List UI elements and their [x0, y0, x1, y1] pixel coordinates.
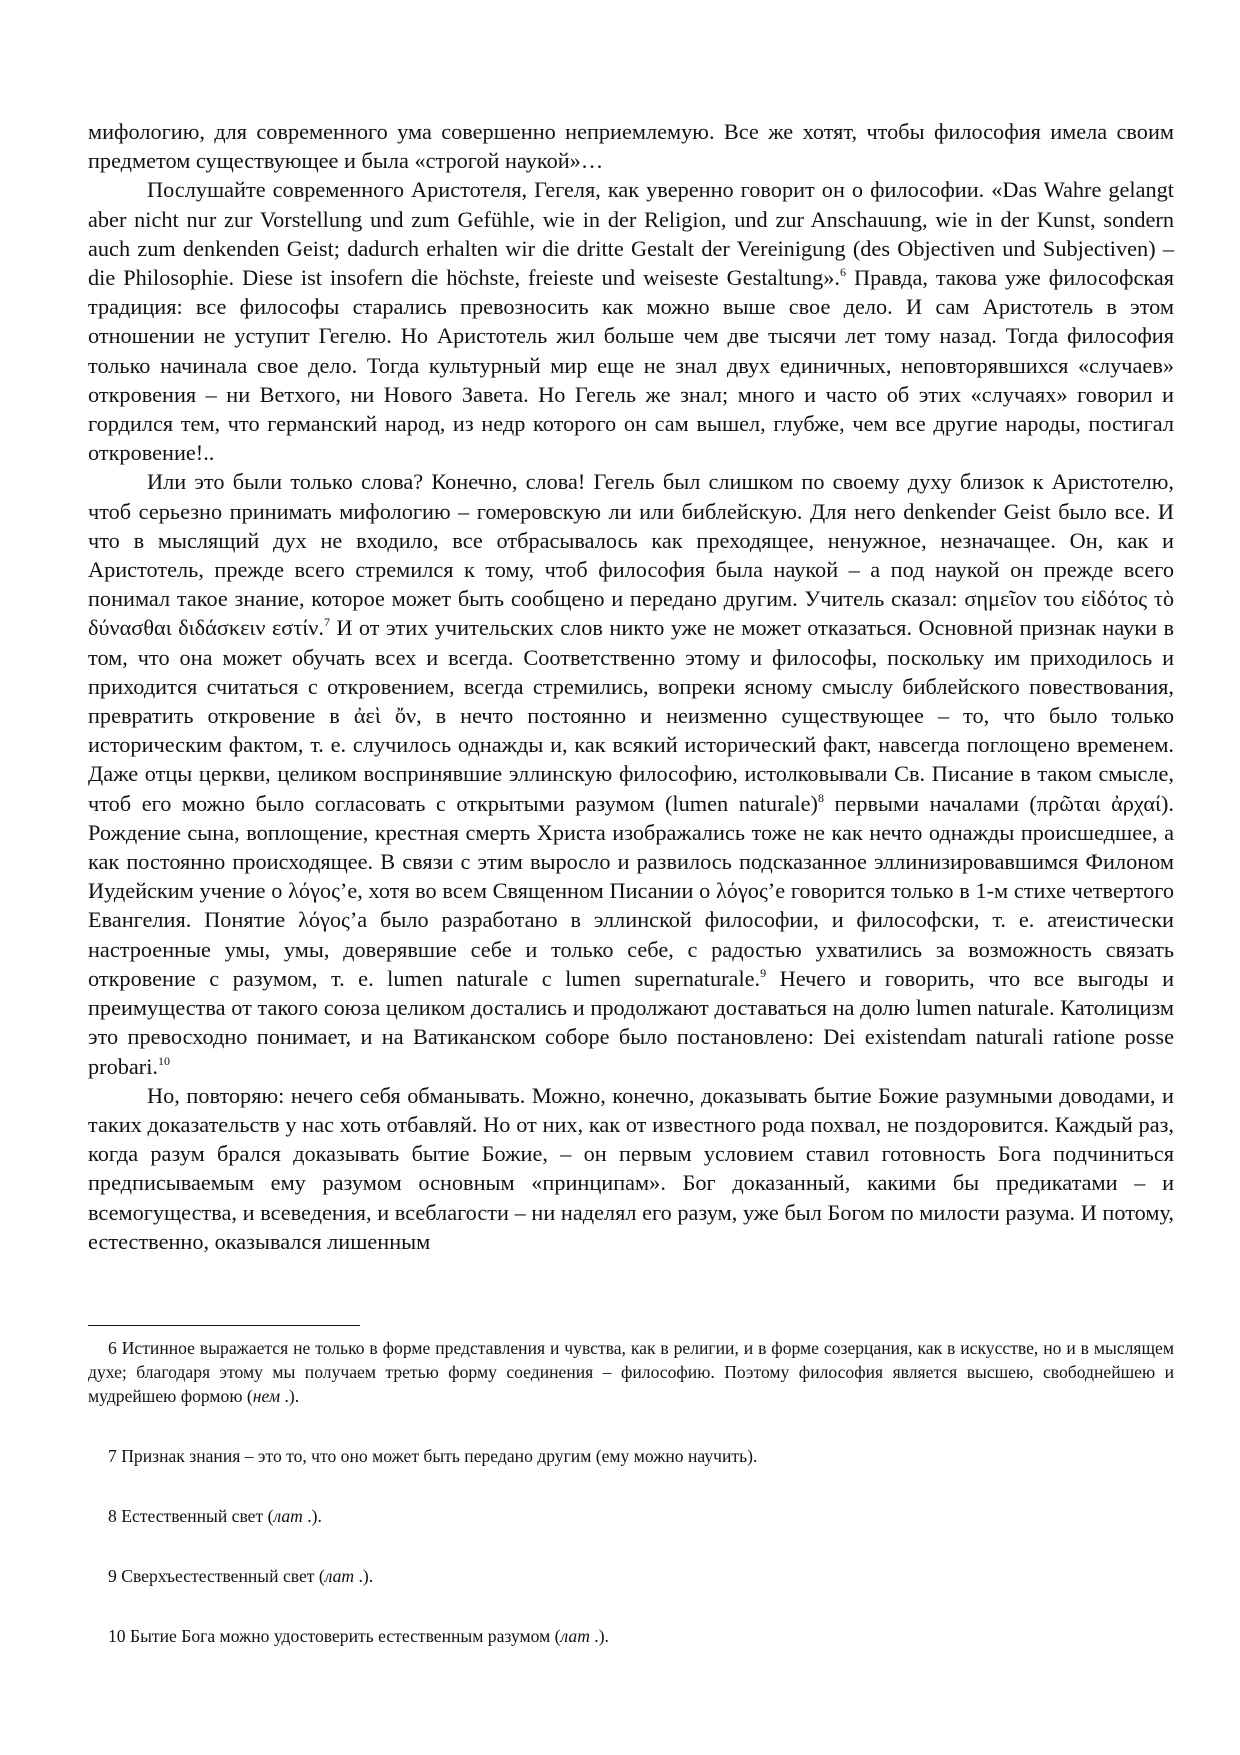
text-span: мифологию, для современного ума совершенно неприемлемую. Все же хотят, чтобы философия имела своим предметом существующее и была «строгой наукой»…	[88, 119, 1174, 174]
footnote-text: Естественный свет (	[121, 1506, 274, 1526]
footnote-ref-9[interactable]: 9	[760, 965, 767, 980]
paragraph-4	[88, 1081, 1174, 1256]
footnote-text: Бытие Бога можно удостоверить естественным разумом (	[130, 1626, 561, 1646]
footnote-8	[88, 1504, 1174, 1528]
footnotes-section	[88, 1336, 1174, 1648]
footnote-text: Истинное выражается не только в форме представления и чувства, как в религии, и в форме созерцания, как в искусстве, но и в мыслящем духе; благодаря этому мы получаем третью форму соединения – философию. Поэтому философия является высшею, свободнейшею и мудрейшею формою (	[88, 1338, 1174, 1406]
footnote-lang: лат	[324, 1566, 355, 1586]
footnote-lang: нем	[252, 1386, 281, 1406]
footnote-number: 8	[108, 1506, 117, 1526]
footnote-10	[88, 1624, 1174, 1648]
text-span: Правда, такова уже философская традиция: все философы старались превозносить как можно выше свое дело. И сам Аристотель в этом отношении не уступит Гегелю. Но Аристотель жил больше чем две тысячи лет тому назад. Тогда философия только начинала свое дело. Тогда культурный мир еще не знал двух единичных, неповторявшихся «случаев» откровения – ни Ветхого, ни Нового Завета. Но Гегель же знал; много и часто об этих «случаях» говорил и гордился тем, что германский народ, из недр которого он сам вышел, глубже, чем все другие народы, постигал откровение!..	[88, 265, 1174, 466]
text-span: Послушайте современного Аристотеля, Гегеля, как уверенно говорит он о философии. «Das Wahre gelangt aber nicht nur zur Vorstellung und zum Gefühle, wie in der Religion, und zur Anschauung, wie in der Kunst, sondern auch zum denkenden Geist; dadurch erhalten wir die dritte Gestalt der Vereinigung (des Objectiven und Subjectiven) – die Philosophie. Diese ist insofern die höchste, freieste und weiseste Gestaltung».	[88, 177, 1174, 291]
footnote-ref-10[interactable]: 10	[157, 1053, 170, 1068]
text-span: И от этих учительских слов никто уже не может отказаться. Основной признак науки в том, что она может обучать всех и всегда. Соответственно этому и философы, поскольку им приходилось и приходится считаться с откровением, всегда стремились, вопреки ясному смыслу библейского повествования, превратить откровение в ἀεὶ ὄν, в нечто постоянно и неизменно существующее – то, что было только историческим фактом, т. е. случилось однажды и, как всякий исторический факт, навсегда поглощено временем. Даже отцы церкви, целиком воспринявшие эллинскую философию, истолковывали Св. Писание в таком смысле, чтоб его можно было согласовать с открытыми разумом (lumen naturale)	[88, 615, 1174, 816]
footnote-number: 6	[108, 1338, 117, 1358]
footnote-close: .).	[280, 1386, 300, 1406]
footnote-number: 10	[108, 1626, 126, 1646]
text-span: Но, повторяю: нечего себя обманывать. Можно, конечно, доказывать бытие Божие разумными доводами, и таких доказательств у нас хоть отбавляй. Но от них, как от известного рода похвал, не поздоровится. Каждый раз, когда разум брался доказывать бытие Божие, – он первым условием ставил готовность Бога подчиниться предписываемым ему разумом основным «принципам». Бог доказанный, какими бы предикатами – и всемогущества, и всеведения, и всеблагости – ни наделял его разум, уже был Богом по милости разума. И потому, естественно, оказывался лишенным	[88, 1082, 1174, 1254]
footnote-text: Сверхъестественный свет (	[121, 1566, 325, 1586]
text-span: Или это были только слова? Конечно, слова! Гегель был слишком по своему духу близок к Аристотелю, чтоб серьезно принимать мифологию – гомеровскую ли или библейскую. Для него denkender Geist было все. И что в мыслящий дух не входило, все отбрасывалось как преходящее, ненужное, незначащее. Он, как и Аристотель, прежде всего стремился к тому, чтоб философия была наукой – а под наукой он прежде всего понимал такое знание, которое может быть сообщено и передано другим. Учитель сказал: σημεῖον του εἰδότος τὸ δύνασθαι διδάσκειν εστίν.	[88, 469, 1174, 641]
footnote-ref-6[interactable]: 6	[840, 265, 846, 280]
footnote-7	[88, 1444, 1174, 1468]
paragraph-2	[88, 175, 1174, 467]
paragraph-1	[88, 117, 1174, 175]
footnote-ref-8[interactable]: 8	[817, 790, 824, 805]
footnote-divider	[88, 1325, 360, 1326]
footnote-ref-7[interactable]: 7	[323, 615, 330, 630]
footnote-6	[88, 1336, 1174, 1408]
footnote-close: .).	[589, 1626, 609, 1646]
footnote-close: .).	[302, 1506, 322, 1526]
footnote-text: Признак знания – это то, что оно может быть передано другим (ему можно научить).	[121, 1446, 758, 1466]
text-span: Нечего и говорить, что все выгоды и преимущества от такого союза целиком достались и продолжают доставаться на долю lumen naturale. Католицизм это превосходно понимает, и на Ватиканском соборе было постановлено: Dei existendam naturali ratione posse probari.	[88, 965, 1174, 1079]
footnote-lang: лат	[273, 1506, 303, 1526]
main-text	[88, 117, 1174, 1256]
footnote-9	[88, 1564, 1174, 1588]
text-span: первыми началами (πρῶται ἀρχαί). Рождение сына, воплощение, крестная смерть Христа изображались тоже не как нечто однажды происшедшее, а как постоянно происходящее. В связи с этим выросло и развилось подсказанное эллинизировавшимся Филоном Иудейским учение о λόγος’е, хотя во всем Священном Писании о λόγος’е говорится только в 1-м стихе четвертого Евангелия. Понятие λόγος’а было разработано в эллинской философии, и философски, т. е. атеистически настроенные умы, умы, доверявшие себе и только себе, с радостью ухватились за возможность связать откровение с разумом, т. е. lumen naturale с lumen supernaturale.	[88, 790, 1174, 991]
footnote-number: 7	[108, 1446, 117, 1466]
footnote-lang: лат	[560, 1626, 590, 1646]
footnote-number: 9	[108, 1566, 117, 1586]
footnote-close: .).	[354, 1566, 374, 1586]
paragraph-3	[88, 467, 1174, 1080]
